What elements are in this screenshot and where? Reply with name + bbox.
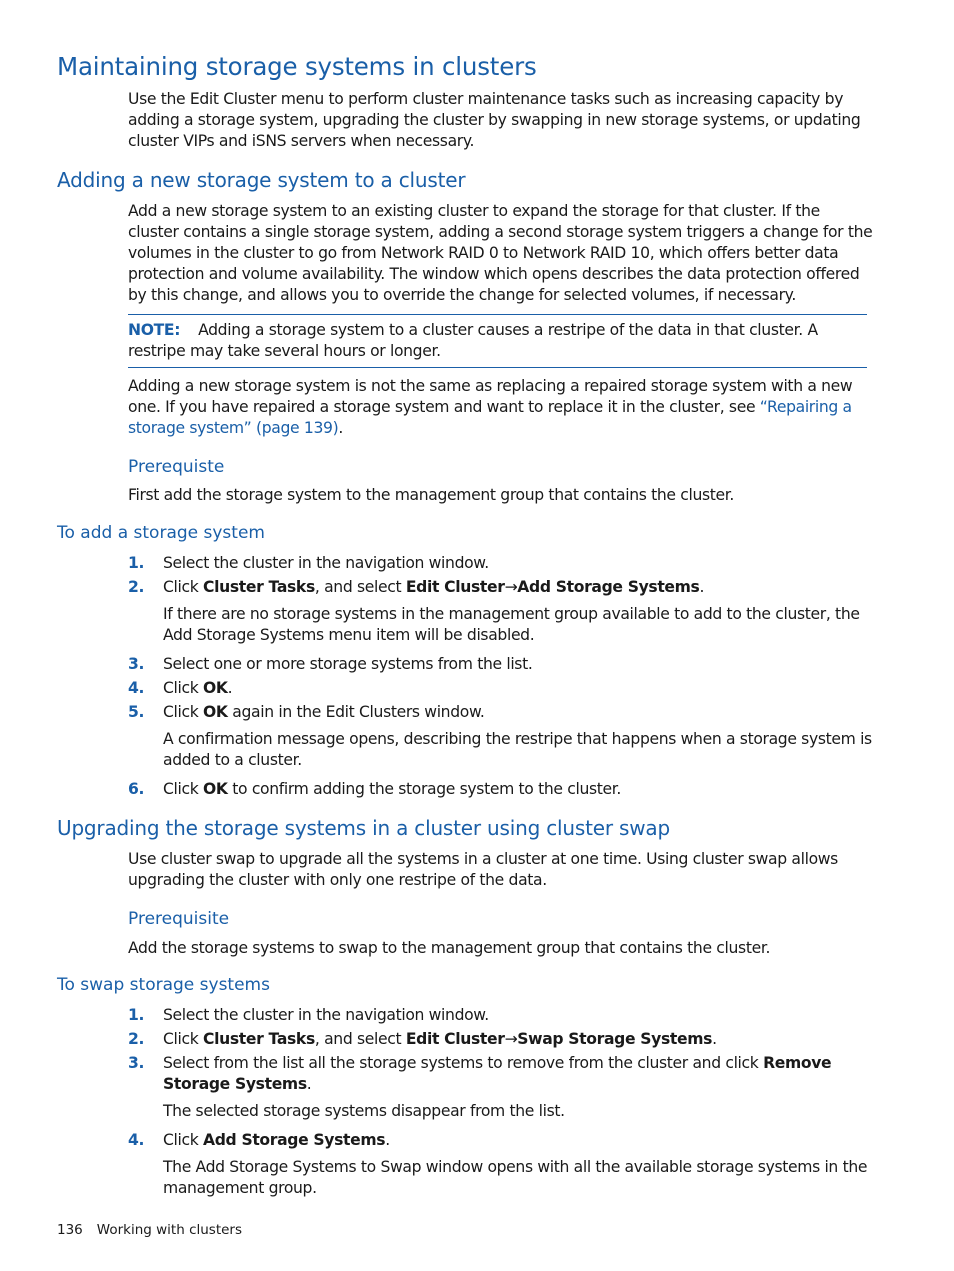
step-text: Click Cluster Tasks, and select Edit Cluster→Swap Storage Systems. [163, 1030, 717, 1048]
page-number: 136 [57, 1222, 83, 1238]
step-text: Click OK. [163, 679, 233, 697]
swap-step-3-note: The selected storage systems disappear from the list. [163, 1102, 565, 1120]
para-adding: Add a new storage system to an existing cluster to expand the storage for that cluster. If the cluster contains a single storage system, adding a second storage system triggers a change for the volumes in the cluster to go from Network RAID 0 to Network RAID 10, which offers better data protection and volume availability. The window which opens describes the data protection offered by this change, and allows you to override the change for selected volumes, if necessary. [128, 202, 873, 304]
note-box [128, 314, 867, 368]
step-text: Click Cluster Tasks, and select Edit Cluster→Add Storage Systems. [163, 578, 705, 596]
note-label: NOTE: [128, 321, 181, 339]
swap-step-1 [128, 1005, 873, 1026]
swap-step-4-note: The Add Storage Systems to Swap window opens with all the available storage systems in the management group. [163, 1158, 868, 1197]
step-number: 5. [128, 703, 145, 721]
swap-step-4 [128, 1130, 873, 1151]
para-prerequiste: First add the storage system to the management group that contains the cluster. [128, 486, 735, 504]
step-number: 3. [128, 655, 145, 673]
step-text: Click Add Storage Systems. [163, 1131, 390, 1149]
footer-title: Working with clusters [96, 1222, 243, 1238]
para-upgrading: Use cluster swap to upgrade all the systems in a cluster at one time. Using cluster swap allows upgrading the cluster with only one restripe of the data. [128, 850, 838, 889]
step-number: 1. [128, 1006, 145, 1024]
para-maintaining: Use the Edit Cluster menu to perform cluster maintenance tasks such as increasing capacity by adding a storage system, upgrading the cluster by swapping in new storage systems, or updating cluster VIPs and iSNS servers when necessary. [128, 90, 861, 150]
step-number: 4. [128, 1131, 145, 1149]
para-replace-text: Adding a new storage system is not the same as replacing a repaired storage system with a new one. If you have repaired a storage system and want to replace it in the cluster, see [128, 377, 853, 416]
step-number: 1. [128, 554, 145, 572]
add-step-5-note: A confirmation message opens, describing the restripe that happens when a storage system is added to a cluster. [163, 730, 872, 769]
add-step-6 [128, 779, 873, 800]
heading-to-swap: To swap storage systems [57, 975, 270, 995]
step-number: 3. [128, 1054, 145, 1072]
step-number: 2. [128, 578, 145, 596]
add-step-1 [128, 553, 873, 574]
add-step-2-note: If there are no storage systems in the management group available to add to the cluster, the Add Storage Systems menu item will be disabled. [163, 605, 860, 644]
add-step-3 [128, 654, 873, 675]
page-footer [57, 1222, 256, 1238]
swap-step-2 [128, 1029, 873, 1050]
heading-upgrading: Upgrading the storage systems in a cluster using cluster swap [57, 816, 670, 840]
step-text: Click OK to confirm adding the storage system to the cluster. [163, 780, 621, 798]
heading-maintaining: Maintaining storage systems in clusters [57, 52, 537, 81]
step-number: 4. [128, 679, 145, 697]
step-number: 6. [128, 780, 145, 798]
step-text: Click OK again in the Edit Clusters window. [163, 703, 485, 721]
add-step-2 [128, 577, 873, 598]
para-replace [128, 376, 873, 439]
repairing-link[interactable]: “Repairing a storage system” (page 139) [128, 398, 852, 437]
step-text: Select the cluster in the navigation window. [163, 1006, 489, 1024]
para-prerequisite: Add the storage systems to swap to the management group that contains the cluster. [128, 939, 771, 957]
step-number: 2. [128, 1030, 145, 1048]
add-step-4 [128, 678, 873, 699]
swap-step-3 [128, 1053, 873, 1095]
add-step-5 [128, 702, 873, 723]
heading-adding: Adding a new storage system to a cluster [57, 168, 466, 192]
note-text: Adding a storage system to a cluster causes a restripe of the data in that cluster. A restripe may take several hours or longer. [128, 321, 818, 360]
step-text: Select from the list all the storage systems to remove from the cluster and click Remove Storage Systems. [163, 1054, 832, 1093]
heading-prerequiste: Prerequiste [128, 457, 225, 477]
heading-to-add: To add a storage system [57, 523, 265, 543]
step-text: Select the cluster in the navigation window. [163, 554, 489, 572]
heading-prerequisite: Prerequisite [128, 909, 230, 929]
para-replace-end: . [338, 419, 343, 437]
step-text: Select one or more storage systems from the list. [163, 655, 533, 673]
